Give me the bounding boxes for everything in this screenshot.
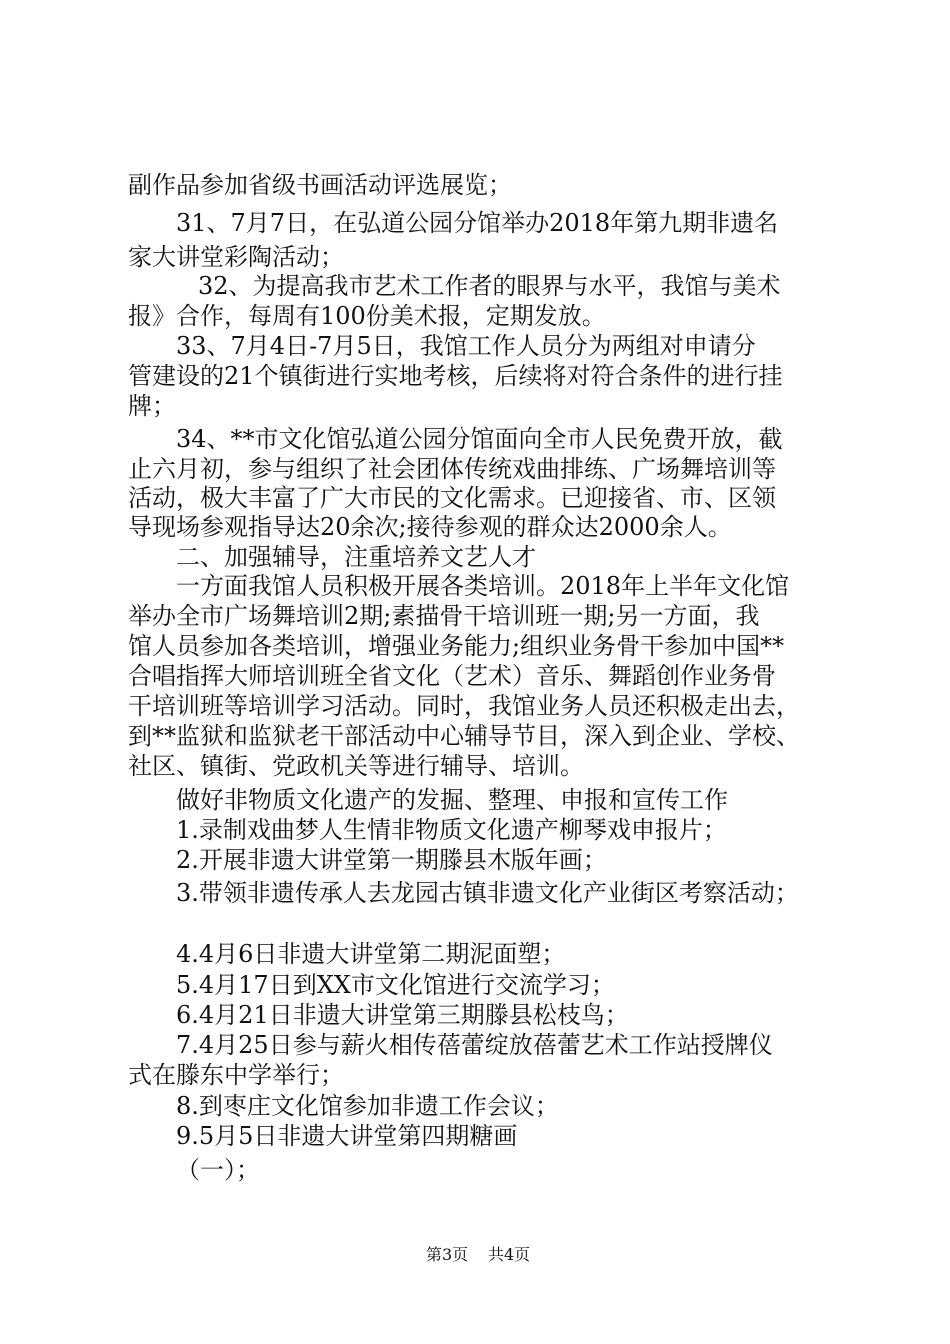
list-item — [0, 1001, 950, 1029]
line-text: 5.4月17日到XX市文化馆进行交流学习； — [176, 971, 615, 999]
text-line — [0, 662, 950, 690]
list-item — [0, 940, 950, 968]
line-text: 副作品参加省级书画活动评选展览； — [128, 171, 512, 199]
line-text: 合唱指挥大师培训班全省文化（艺术）音乐、舞蹈创作业务骨 — [128, 662, 776, 690]
text-line — [0, 272, 950, 300]
page-number: 第3页 — [426, 1245, 469, 1264]
line-text: 9.5月5日非遗大讲堂第四期糖画 — [176, 1122, 518, 1150]
line-text: 8.到枣庄文化馆参加非遗工作会议； — [176, 1092, 559, 1120]
list-item — [0, 1061, 950, 1089]
text-line — [0, 425, 950, 453]
line-text: 干培训班等培训学习活动。同时，我馆业务人员还积极走出去， — [128, 692, 800, 720]
list-item — [0, 816, 950, 844]
line-text: 1.录制戏曲梦人生情非物质文化遗产柳琴戏申报片； — [176, 816, 727, 844]
line-text: 34、**市文化馆弘道公园分馆面向全市人民免费开放，截 — [176, 425, 783, 453]
line-text: 二、加强辅导，注重培养文艺人才 — [176, 543, 536, 571]
line-text: （一）； — [176, 1156, 260, 1184]
text-line — [0, 171, 950, 199]
line-text: 33、7月4日-7月5日，我馆工作人员分为两组对申请分 — [176, 332, 756, 360]
line-text: 32、为提高我市艺术工作者的眼界与水平，我馆与美术 — [198, 272, 781, 300]
line-text: 管建设的21个镇街进行实地考核，后续将对符合条件的进行挂 — [128, 362, 783, 390]
list-item — [0, 1156, 950, 1184]
line-text: 做好非物质文化遗产的发掘、整理、申报和宣传工作 — [176, 786, 728, 814]
line-text: 家大讲堂彩陶活动； — [128, 243, 344, 271]
line-text: 2.开展非遗大讲堂第一期滕县木版年画； — [176, 846, 607, 874]
line-text: 一方面我馆人员积极开展各类培训。2018年上半年文化馆 — [176, 572, 790, 600]
line-text: 社区、镇街、党政机关等进行辅导、培训。 — [128, 752, 584, 780]
line-text: 3.带领非遗传承人去龙园古镇非遗文化产业街区考察活动； — [176, 879, 799, 907]
text-line — [0, 455, 950, 483]
list-item — [0, 879, 950, 907]
list-item — [0, 1122, 950, 1150]
section-heading — [0, 786, 950, 814]
text-line — [0, 484, 950, 512]
line-text: 牌； — [128, 392, 176, 420]
list-item — [0, 846, 950, 874]
section-heading — [0, 543, 950, 571]
text-line — [0, 513, 950, 541]
line-text: 31、7月7日，在弘道公园分馆举办2018年第九期非遗名 — [176, 209, 779, 237]
list-item — [0, 971, 950, 999]
text-line — [0, 572, 950, 600]
line-text: 活动，极大丰富了广大市民的文化需求。已迎接省、市、区领 — [128, 484, 776, 512]
text-line — [0, 332, 950, 360]
text-line — [0, 632, 950, 660]
text-line — [0, 209, 950, 237]
text-line — [0, 243, 950, 271]
line-text: 6.4月21日非遗大讲堂第三期滕县松枝鸟； — [176, 1001, 629, 1029]
text-line — [0, 692, 950, 720]
line-text: 止六月初，参与组织了社会团体传统戏曲排练、广场舞培训等 — [128, 455, 776, 483]
line-text: 7.4月25日参与薪火相传蓓蕾绽放蓓蕾艺术工作站授牌仪 — [176, 1031, 773, 1059]
line-text: 馆人员参加各类培训，增强业务能力;组织业务骨干参加中国** — [128, 632, 785, 660]
text-line — [0, 722, 950, 750]
list-item — [0, 1092, 950, 1120]
line-text: 4.4月6日非遗大讲堂第二期泥面塑； — [176, 940, 566, 968]
text-line — [0, 302, 950, 330]
line-text: 式在滕东中学举行； — [128, 1061, 344, 1089]
text-line — [0, 602, 950, 630]
line-text: 举办全市广场舞培训2期;素描骨干培训班一期;另一方面，我 — [128, 602, 760, 630]
page-total: 共4页 — [488, 1245, 531, 1264]
list-item — [0, 1031, 950, 1059]
text-line — [0, 392, 950, 420]
line-text: 导现场参观指导达20余次;接待参观的群众达2000余人。 — [128, 513, 732, 541]
line-text: 到**监狱和监狱老干部活动中心辅导节目，深入到企业、学校、 — [128, 722, 800, 750]
text-line — [0, 362, 950, 390]
line-text: 报》合作，每周有100份美术报，定期发放。 — [128, 302, 606, 330]
text-line — [0, 752, 950, 780]
